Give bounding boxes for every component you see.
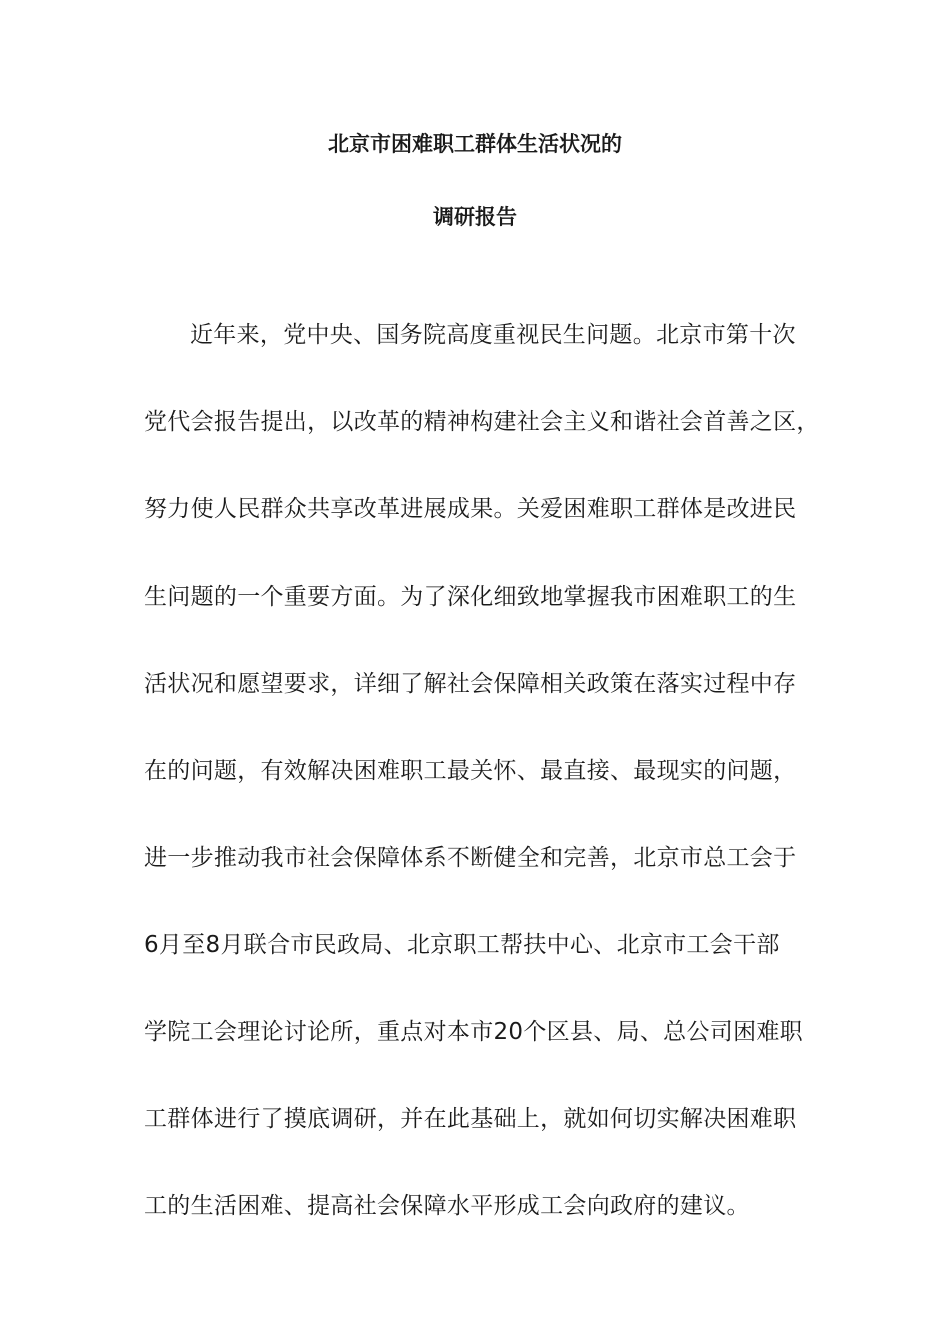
paragraph-line: 工群体进行了摸底调研，并在此基础上，就如何切实解决困难职 <box>144 1106 797 1132</box>
paragraph-line: 学院工会理论讨论所，重点对本市20个区县、局、总公司困难职 <box>144 1019 803 1045</box>
document-title-line-2: 调研报告 <box>433 205 517 229</box>
paragraph-line: 近年来，党中央、国务院高度重视民生问题。北京市第十次 <box>190 322 796 348</box>
paragraph-line: 6月至8月联合市民政局、北京职工帮扶中心、北京市工会干部 <box>144 932 780 958</box>
paragraph-line: 工的生活困难、提高社会保障水平形成工会向政府的建议。 <box>144 1193 750 1219</box>
paragraph-line: 努力使人民群众共享改革进展成果。关爱困难职工群体是改进民 <box>144 496 797 522</box>
paragraph-line: 在的问题，有效解决困难职工最关怀、最直接、最现实的问题， <box>144 758 797 784</box>
paragraph-line: 进一步推动我市社会保障体系不断健全和完善，北京市总工会于 <box>144 845 797 871</box>
paragraph-line: 活状况和愿望要求，详细了解社会保障相关政策在落实过程中存 <box>144 671 797 697</box>
paragraph-line: 生问题的一个重要方面。为了深化细致地掌握我市困难职工的生 <box>144 584 797 610</box>
document-title-line-1: 北京市困难职工群体生活状况的 <box>328 132 622 156</box>
paragraph-line: 党代会报告提出，以改革的精神构建社会主义和谐社会首善之区， <box>144 409 820 435</box>
